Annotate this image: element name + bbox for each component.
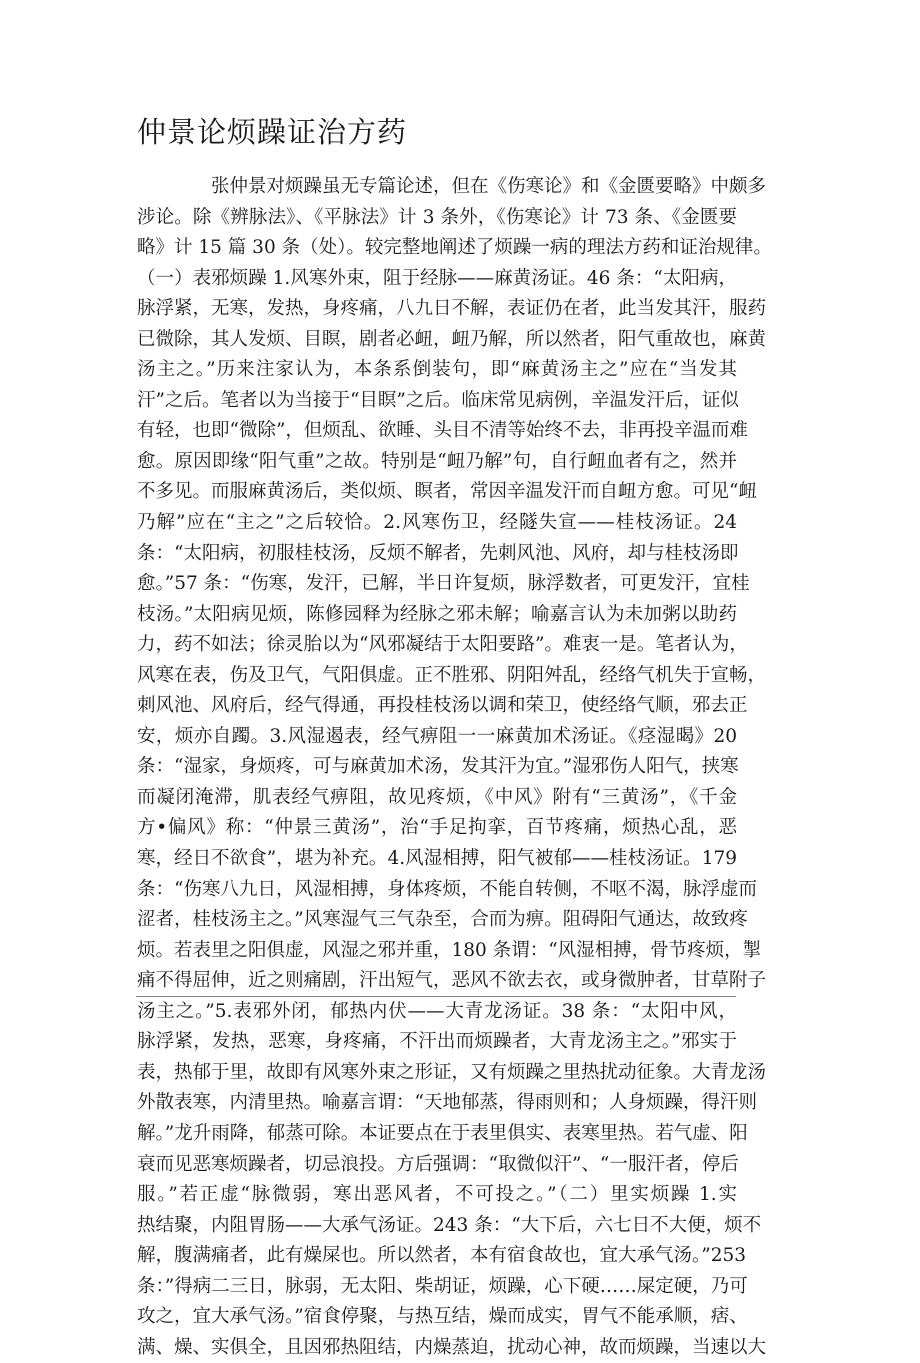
body-text-line: 枝汤。”太阳病见烦，陈修园释为经脉之邪未解；喻嘉言认为未加粥以助药: [137, 603, 737, 625]
body-text-line: 条：“湿家，身烦疼，可与麻黄加术汤，发其汗为宜。”湿邪伤人阳气，挟寒: [137, 756, 739, 778]
body-text-line: 涩者，桂枝汤主之。”风寒湿气三气杂至，合而为痹。阻碍阳气通达，故致疼: [137, 909, 748, 931]
body-text-line: 解。”龙升雨降，郁蒸可除。本证要点在于表里俱实、表寒里热。若气虚、阳: [137, 1122, 748, 1144]
body-text-line: 汤主之。”5.表邪外闭，郁热内伏——大青龙汤证。38 条：“太阳中风，: [137, 1000, 737, 1022]
body-text-line: 汤主之。”历来注家认为，本条系倒装句，即“麻黄汤主之”应在“当发其: [137, 359, 737, 381]
body-text-line: 痛不得屈伸，近之则痛剧，汗出短气，恶风不欲去衣，或身微肿者，甘草附子: [137, 970, 767, 992]
body-text-line: 条：”得病二三日，脉弱，无太阳、柴胡证，烦躁，心下硬……屎定硬，乃可: [137, 1275, 748, 1297]
body-text-line: 而凝闭淹滞，肌表经气痹阻，故见疼烦，《中风》附有“三黄汤”，《千金: [137, 786, 737, 808]
body-text-line: 满、燥、实俱全，且因邪热阻结，内燥蒸迫，扰动心神，故而烦躁，当速以大: [137, 1336, 767, 1358]
body-text-line: 略》计 15 篇 30 条（处）。较完整地阐述了烦躁一病的理法方药和证治规律。: [137, 237, 772, 259]
body-text-line: （一）表邪烦躁 1.风寒外束，阻于经脉——麻黄汤证。46 条：“太阳病，: [137, 267, 737, 289]
body-text-line: 涉论。除《辨脉法》、《平脉法》计 3 条外，《伤寒论》计 73 条、《金匮要: [137, 206, 737, 228]
body-text-line: 风寒在表，伤及卫气，气阳俱虚。正不胜邪、阴阳舛乱，经络气机失于宣畅，: [137, 664, 767, 686]
body-text-line: 热结聚，内阻胃肠——大承气汤证。243 条：“大下后，六七日不大便，烦不: [137, 1214, 762, 1236]
document-body: [137, 172, 772, 1363]
body-text-line: 力，药不如法；徐灵胎以为“风邪凝结于太阳要路”。难衷一是。笔者认为，: [137, 634, 748, 656]
body-text-line: 刺风池、风府后，经气得通，再投桂枝汤以调和荣卫，使经络气顺，邪去正: [137, 695, 748, 717]
body-text-line: 攻之，宜大承气汤。”宿食停聚，与热互结，燥而成实，胃气不能承顺，痞、: [137, 1306, 748, 1328]
body-text-line: 乃解”应在“主之”之后较恰。2.风寒伤卫，经隧失宣——桂枝汤证。24: [137, 512, 737, 534]
body-text-line: 表，热郁于里，故即有风寒外束之形证，又有烦躁之里热扰动征象。大青龙汤: [137, 1061, 767, 1083]
body-text-line: 烦。若表里之阳俱虚，风湿之邪并重，180 条谓：“风湿相搏，骨节疼烦，掣: [137, 939, 762, 961]
body-text-line: 愈。原因即缘“阳气重”之故。特别是“衄乃解”句，自行衄血者有之，然并: [137, 450, 737, 472]
body-text-line: 汗”之后。笔者以为当接于“目瞑”之后。临床常见病例，辛温发汗后，证似: [137, 389, 739, 411]
body-text-line: 方•偏风》称：“仲景三黄汤”，治“手足拘挛，百节疼痛，烦热心乱，恶: [137, 817, 737, 839]
body-text-line: 衰而见恶寒烦躁者，切忌浪投。方后强调：“取微似汗”、“一服汗者，停后: [137, 1153, 739, 1175]
body-text-line: 不多见。而服麻黄汤后，类似烦、瞑者，常因辛温发汗而自衄方愈。可见“衄: [137, 481, 757, 503]
body-text-line: 外散表寒，内清里热。喻嘉言谓：“天地郁蒸，得雨则和；人身烦躁，得汗则: [137, 1092, 757, 1114]
body-text-line: 条：“太阳病，初服桂枝汤，反烦不解者，先刺风池、风府，却与桂枝汤即: [137, 542, 739, 564]
document-title: 仲景论烦躁证治方药: [137, 115, 408, 149]
body-text-line: 条：“伤寒八九日，风湿相搏，身体疼烦，不能自转侧，不呕不渴，脉浮虚而: [137, 878, 757, 900]
body-text-line: 脉浮紧，无寒，发热，身疼痛，八九日不解，表证仍在者，此当发其汗，服药: [137, 298, 767, 320]
body-text-line: 已微除，其人发烦、目瞑，剧者必衄，衄乃解，所以然者，阳气重故也，麻黄: [137, 328, 767, 350]
body-text-line: 安，烦亦自躅。3.风湿遏表，经气痹阻一一麻黄加术汤证。《痉湿暍》20: [137, 725, 737, 747]
body-text-line: 愈。”57 条：“伤寒，发汗，已解，半日许复烦，脉浮数者，可更发汗，宜桂: [137, 573, 750, 595]
body-text-line: 脉浮紧，发热，恶寒，身疼痛，不汗出而烦躁者，大青龙汤主之。”邪实于: [137, 1031, 737, 1053]
body-text-line: 寒，经日不欲食”，堪为补充。4.风湿相搏，阳气被郁——桂枝汤证。179: [137, 848, 737, 870]
body-text-line: 张仲景对烦躁虽无专篇论述，但在《伤寒论》和《金匮要略》中颇多: [211, 176, 767, 197]
body-text-line: 服。”若正虚“脉微弱，寒出恶风者，不可投之。”（二）里实烦躁 1.实: [137, 1184, 737, 1206]
body-text-line: 有轻，也即“微除”，但烦乱、欲睡、头目不清等始终不去，非再投辛温而难: [137, 420, 748, 442]
body-text-line: 解，腹满痛者，此有燥屎也。所以然者，本有宿食故也，宜大承气汤。”253: [137, 1245, 747, 1267]
